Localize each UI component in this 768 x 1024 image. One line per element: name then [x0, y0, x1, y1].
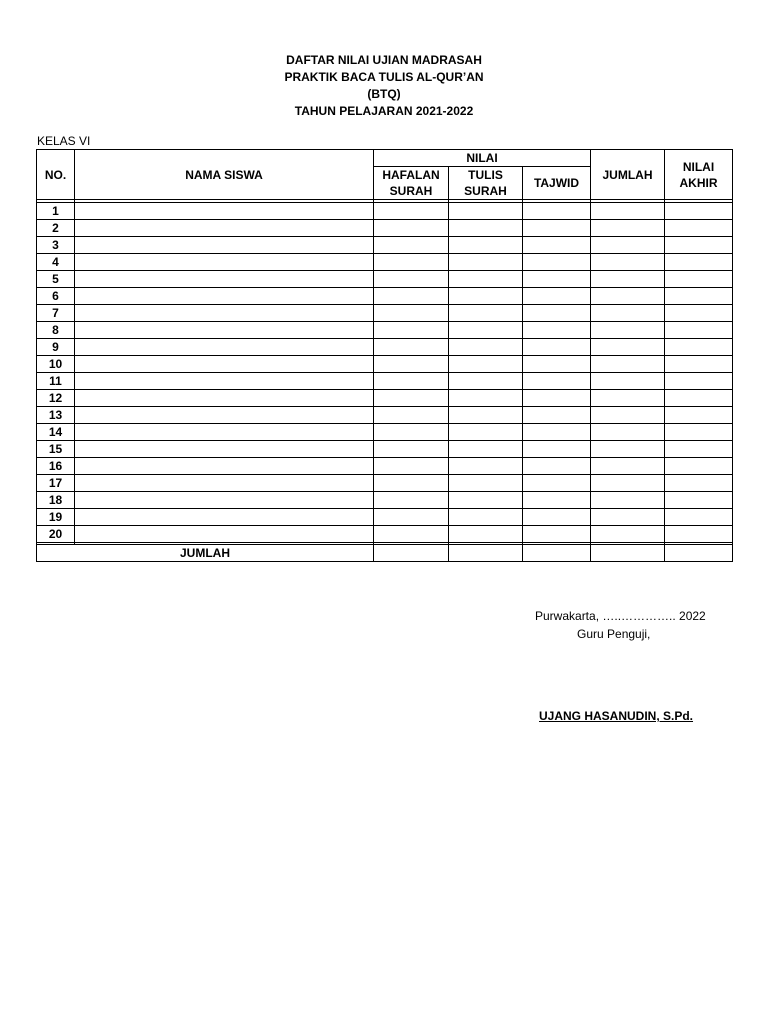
nama-cell[interactable] [75, 356, 374, 373]
akhir-cell[interactable] [665, 271, 733, 288]
row-number: 17 [37, 475, 75, 492]
examiner-name: UJANG HASANUDIN, S.Pd. [539, 709, 694, 723]
tajwid-cell[interactable] [523, 424, 591, 441]
examiner-role: Guru Penguji, [577, 627, 651, 641]
hafalan-cell[interactable] [374, 526, 449, 543]
nama-cell[interactable] [75, 203, 374, 220]
nama-cell[interactable] [75, 407, 374, 424]
tulis-cell[interactable] [449, 390, 523, 407]
place-date: Purwakarta, …..………….. 2022 [535, 609, 706, 623]
title-line-4: TAHUN PELAJARAN 2021-2022 [294, 104, 474, 118]
row-number: 13 [37, 407, 75, 424]
nama-cell[interactable] [75, 441, 374, 458]
table-row [37, 492, 733, 509]
table-row [37, 407, 733, 424]
nama-cell[interactable] [75, 288, 374, 305]
jumlah-cell[interactable] [591, 441, 665, 458]
row-number: 4 [37, 254, 75, 271]
tajwid-cell[interactable] [523, 322, 591, 339]
tulis-cell[interactable] [449, 339, 523, 356]
akhir-cell[interactable] [665, 322, 733, 339]
tajwid-cell[interactable] [523, 220, 591, 237]
akhir-cell[interactable] [665, 220, 733, 237]
grades-table [36, 149, 733, 562]
total-akhir-cell[interactable] [665, 545, 733, 562]
jumlah-cell[interactable] [591, 407, 665, 424]
header-nilai-akhir: NILAI AKHIR [665, 150, 733, 200]
tulis-cell[interactable] [449, 509, 523, 526]
title-line-2: PRAKTIK BACA TULIS AL-QUR’AN [284, 70, 484, 84]
tulis-cell[interactable] [449, 356, 523, 373]
header-tajwid: TAJWID [523, 167, 591, 200]
akhir-cell[interactable] [665, 254, 733, 271]
jumlah-cell[interactable] [591, 254, 665, 271]
header-no: NO. [37, 150, 75, 200]
header-tulis-surah: TULIS SURAH [449, 167, 523, 200]
nama-cell[interactable] [75, 373, 374, 390]
table-row [37, 475, 733, 492]
tulis-cell[interactable] [449, 424, 523, 441]
table-row [37, 373, 733, 390]
hafalan-cell[interactable] [374, 407, 449, 424]
jumlah-cell[interactable] [591, 356, 665, 373]
table-row [37, 220, 733, 237]
tulis-cell[interactable] [449, 220, 523, 237]
tajwid-cell[interactable] [523, 509, 591, 526]
tajwid-cell[interactable] [523, 373, 591, 390]
tulis-cell[interactable] [449, 407, 523, 424]
akhir-cell[interactable] [665, 339, 733, 356]
row-number: 1 [37, 203, 75, 220]
hafalan-cell[interactable] [374, 254, 449, 271]
akhir-cell[interactable] [665, 441, 733, 458]
row-number: 9 [37, 339, 75, 356]
tajwid-cell[interactable] [523, 339, 591, 356]
nama-cell[interactable] [75, 271, 374, 288]
akhir-cell[interactable] [665, 492, 733, 509]
row-number: 3 [37, 237, 75, 254]
tulis-cell[interactable] [449, 475, 523, 492]
akhir-cell[interactable] [665, 475, 733, 492]
jumlah-cell[interactable] [591, 458, 665, 475]
tulis-cell[interactable] [449, 254, 523, 271]
total-label: JUMLAH [37, 545, 374, 562]
akhir-cell[interactable] [665, 288, 733, 305]
hafalan-cell[interactable] [374, 390, 449, 407]
table-row [37, 237, 733, 254]
total-row [37, 545, 733, 562]
table-row [37, 441, 733, 458]
akhir-cell[interactable] [665, 458, 733, 475]
jumlah-cell[interactable] [591, 288, 665, 305]
header-nama-siswa: NAMA SISWA [75, 150, 374, 200]
akhir-cell[interactable] [665, 356, 733, 373]
nama-cell[interactable] [75, 458, 374, 475]
total-tajwid-cell[interactable] [523, 545, 591, 562]
tulis-cell[interactable] [449, 237, 523, 254]
tulis-cell[interactable] [449, 203, 523, 220]
tulis-cell[interactable] [449, 373, 523, 390]
tajwid-cell[interactable] [523, 305, 591, 322]
hafalan-cell[interactable] [374, 271, 449, 288]
hafalan-cell[interactable] [374, 475, 449, 492]
nama-cell[interactable] [75, 254, 374, 271]
row-number: 14 [37, 424, 75, 441]
tulis-cell[interactable] [449, 458, 523, 475]
total-tulis-cell[interactable] [449, 545, 523, 562]
akhir-cell[interactable] [665, 424, 733, 441]
hafalan-cell[interactable] [374, 220, 449, 237]
akhir-cell[interactable] [665, 237, 733, 254]
tajwid-cell[interactable] [523, 288, 591, 305]
total-jumlah-cell[interactable] [591, 545, 665, 562]
row-number: 20 [37, 526, 75, 543]
table-row [37, 509, 733, 526]
tajwid-cell[interactable] [523, 441, 591, 458]
table-row [37, 305, 733, 322]
row-number: 6 [37, 288, 75, 305]
nama-cell[interactable] [75, 220, 374, 237]
akhir-cell[interactable] [665, 203, 733, 220]
tajwid-cell[interactable] [523, 492, 591, 509]
tulis-cell[interactable] [449, 305, 523, 322]
hafalan-cell[interactable] [374, 203, 449, 220]
nama-cell[interactable] [75, 322, 374, 339]
nama-cell[interactable] [75, 305, 374, 322]
akhir-cell[interactable] [665, 390, 733, 407]
document-title [0, 52, 768, 120]
tajwid-cell[interactable] [523, 407, 591, 424]
nama-cell[interactable] [75, 509, 374, 526]
jumlah-cell[interactable] [591, 526, 665, 543]
table-row [37, 424, 733, 441]
tajwid-cell[interactable] [523, 237, 591, 254]
hafalan-cell[interactable] [374, 492, 449, 509]
row-number: 10 [37, 356, 75, 373]
nama-cell[interactable] [75, 339, 374, 356]
row-number: 5 [37, 271, 75, 288]
hafalan-cell[interactable] [374, 356, 449, 373]
tulis-cell[interactable] [449, 288, 523, 305]
row-number: 11 [37, 373, 75, 390]
class-label: KELAS VI [37, 134, 91, 148]
hafalan-cell[interactable] [374, 424, 449, 441]
tajwid-cell[interactable] [523, 390, 591, 407]
tajwid-cell[interactable] [523, 526, 591, 543]
title-line-3: (BTQ) [367, 87, 401, 101]
jumlah-cell[interactable] [591, 373, 665, 390]
row-number: 15 [37, 441, 75, 458]
jumlah-cell[interactable] [591, 203, 665, 220]
hafalan-cell[interactable] [374, 322, 449, 339]
header-nilai: NILAI [374, 150, 591, 167]
jumlah-cell[interactable] [591, 339, 665, 356]
table-row [37, 322, 733, 339]
hafalan-cell[interactable] [374, 458, 449, 475]
akhir-cell[interactable] [665, 509, 733, 526]
row-number: 8 [37, 322, 75, 339]
hafalan-cell[interactable] [374, 509, 449, 526]
table-row [37, 339, 733, 356]
header-hafalan-surah: HAFALAN SURAH [374, 167, 449, 200]
header-jumlah: JUMLAH [591, 150, 665, 200]
hafalan-cell[interactable] [374, 237, 449, 254]
jumlah-cell[interactable] [591, 305, 665, 322]
akhir-cell[interactable] [665, 407, 733, 424]
table-row [37, 526, 733, 543]
nama-cell[interactable] [75, 526, 374, 543]
table-row [37, 458, 733, 475]
table-row [37, 254, 733, 271]
table-row [37, 390, 733, 407]
table-row [37, 356, 733, 373]
hafalan-cell[interactable] [374, 305, 449, 322]
nama-cell[interactable] [75, 390, 374, 407]
jumlah-cell[interactable] [591, 220, 665, 237]
row-number: 2 [37, 220, 75, 237]
jumlah-cell[interactable] [591, 424, 665, 441]
table-row [37, 288, 733, 305]
akhir-cell[interactable] [665, 305, 733, 322]
jumlah-cell[interactable] [591, 492, 665, 509]
row-number: 16 [37, 458, 75, 475]
table-row [37, 271, 733, 288]
tulis-cell[interactable] [449, 526, 523, 543]
hafalan-cell[interactable] [374, 288, 449, 305]
nama-cell[interactable] [75, 475, 374, 492]
tulis-cell[interactable] [449, 441, 523, 458]
jumlah-cell[interactable] [591, 271, 665, 288]
jumlah-cell[interactable] [591, 390, 665, 407]
tulis-cell[interactable] [449, 322, 523, 339]
nama-cell[interactable] [75, 237, 374, 254]
hafalan-cell[interactable] [374, 373, 449, 390]
total-hafalan-cell[interactable] [374, 545, 449, 562]
tajwid-cell[interactable] [523, 475, 591, 492]
hafalan-cell[interactable] [374, 441, 449, 458]
row-number: 19 [37, 509, 75, 526]
jumlah-cell[interactable] [591, 509, 665, 526]
row-number: 18 [37, 492, 75, 509]
row-number: 12 [37, 390, 75, 407]
row-number: 7 [37, 305, 75, 322]
nama-cell[interactable] [75, 424, 374, 441]
jumlah-cell[interactable] [591, 322, 665, 339]
tajwid-cell[interactable] [523, 458, 591, 475]
tulis-cell[interactable] [449, 271, 523, 288]
table-row [37, 203, 733, 220]
akhir-cell[interactable] [665, 526, 733, 543]
jumlah-cell[interactable] [591, 237, 665, 254]
tulis-cell[interactable] [449, 492, 523, 509]
title-line-1: DAFTAR NILAI UJIAN MADRASAH [286, 53, 482, 67]
tajwid-cell[interactable] [523, 356, 591, 373]
tajwid-cell[interactable] [523, 254, 591, 271]
hafalan-cell[interactable] [374, 339, 449, 356]
akhir-cell[interactable] [665, 373, 733, 390]
tajwid-cell[interactable] [523, 271, 591, 288]
jumlah-cell[interactable] [591, 475, 665, 492]
nama-cell[interactable] [75, 492, 374, 509]
tajwid-cell[interactable] [523, 203, 591, 220]
